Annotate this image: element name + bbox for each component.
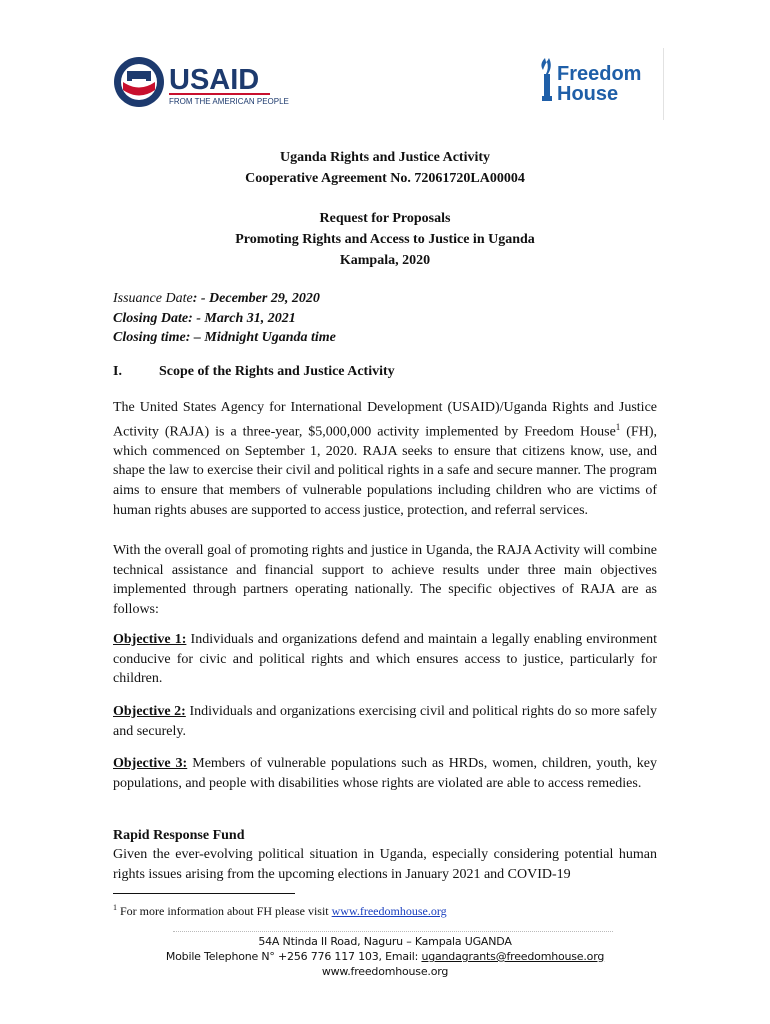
footer-email-link[interactable]: ugandagrants@freedomhouse.org [421, 950, 605, 963]
objective-2-text: Individuals and organizations exercising civil and political rights do so more safely and securely. [113, 704, 657, 739]
rfp-title: Request for Proposals [319, 211, 451, 226]
footnote-ref[interactable]: 1 [615, 421, 621, 432]
section-title: Scope of the Rights and Justice Activity [159, 364, 395, 379]
activity-title: Uganda Rights and Justice Activity [279, 150, 491, 165]
footnote-marker: 1 [113, 903, 117, 912]
paragraph-scope-part1: The United States Agency for International Development (USAID)/Uganda Rights and Justice Activity (RAJA) is a three-year, $5,000,000 activity implemented by Freedom House [113, 400, 657, 440]
section-number: I. [113, 364, 122, 379]
rfp-location-year: Kampala, 2020 [339, 253, 431, 268]
closing-date: Closing Date: - March 31, 2021 [113, 311, 296, 326]
usaid-tagline: FROM THE AMERICAN PEOPLE [169, 97, 289, 106]
footer-address: 54A Ntinda II Road, Naguru – Kampala UGANDA [258, 935, 512, 948]
paragraph-scope [113, 398, 657, 520]
footer-divider [173, 931, 613, 932]
footnote-text: For more information about FH please visit [117, 904, 332, 918]
objective-3 [113, 754, 657, 793]
header-divider [663, 48, 664, 120]
usaid-logo [113, 55, 289, 111]
freedom-house-logo [535, 50, 665, 120]
footnote-link[interactable]: www.freedomhouse.org [331, 904, 447, 918]
section-heading [113, 364, 395, 380]
rapid-response-heading: Rapid Response Fund [113, 828, 245, 843]
footer-website-link[interactable]: www.freedomhouse.org [321, 965, 449, 978]
issuance-date-label: Issuance Date [113, 291, 193, 306]
paragraph-scope-part2: (FH), which commenced on September 1, 2020. RAJA seeks to ensure that citizens know, use, and shape the law to exercise their civil and political rights in a safe and secure manner. The program aims to ensure that members of vulnerable populations including children who are victims of human rights abuses are supported to access justice, protection, and referral services. [113, 424, 657, 518]
fh-wordmark-line1: Freedom [557, 63, 642, 85]
paragraph-goal: With the overall goal of promoting rights and justice in Uganda, the RAJA Activity will combine technical assistance and financial support to achieve results under three main objectives implemented through partners operating nationally. The specific objectives of RAJA are as follows: [113, 543, 657, 617]
footnote [113, 903, 447, 919]
rfp-subtitle: Promoting Rights and Access to Justice in Uganda [235, 232, 535, 247]
rapid-response-text: Given the ever-evolving political situation in Uganda, especially considering potential human rights issues arising from the upcoming elections in January 2021 and COVID-19 [113, 847, 657, 882]
issuance-date-value: : - December 29, 2020 [192, 291, 320, 306]
closing-time: Closing time: – Midnight Uganda time [113, 330, 336, 345]
objective-1-text: Individuals and organizations defend and maintain a legally enabling environment conducive for civic and political rights and which ensures access to justice, particularly for children. [113, 632, 657, 687]
objective-2 [113, 702, 657, 741]
objective-3-text: Members of vulnerable populations such as HRDs, women, children, youth, key populations, and people with disabilities whose rights are violated are able to access remedies. [113, 756, 657, 791]
usaid-wordmark: USAID [169, 64, 260, 96]
objective-1-label: Objective 1: [113, 632, 187, 647]
objective-2-label: Objective 2: [113, 704, 186, 719]
objective-1 [113, 630, 657, 689]
issuance-date [113, 291, 320, 307]
footer-contact [0, 950, 770, 963]
agreement-number: Cooperative Agreement No. 72061720LA00004 [245, 171, 525, 186]
objective-3-label: Objective 3: [113, 756, 188, 771]
fh-wordmark-line2: House [557, 83, 619, 105]
footnote-divider [113, 893, 295, 894]
footer-phone: Mobile Telephone N° +256 776 117 103, Email: [165, 950, 422, 963]
